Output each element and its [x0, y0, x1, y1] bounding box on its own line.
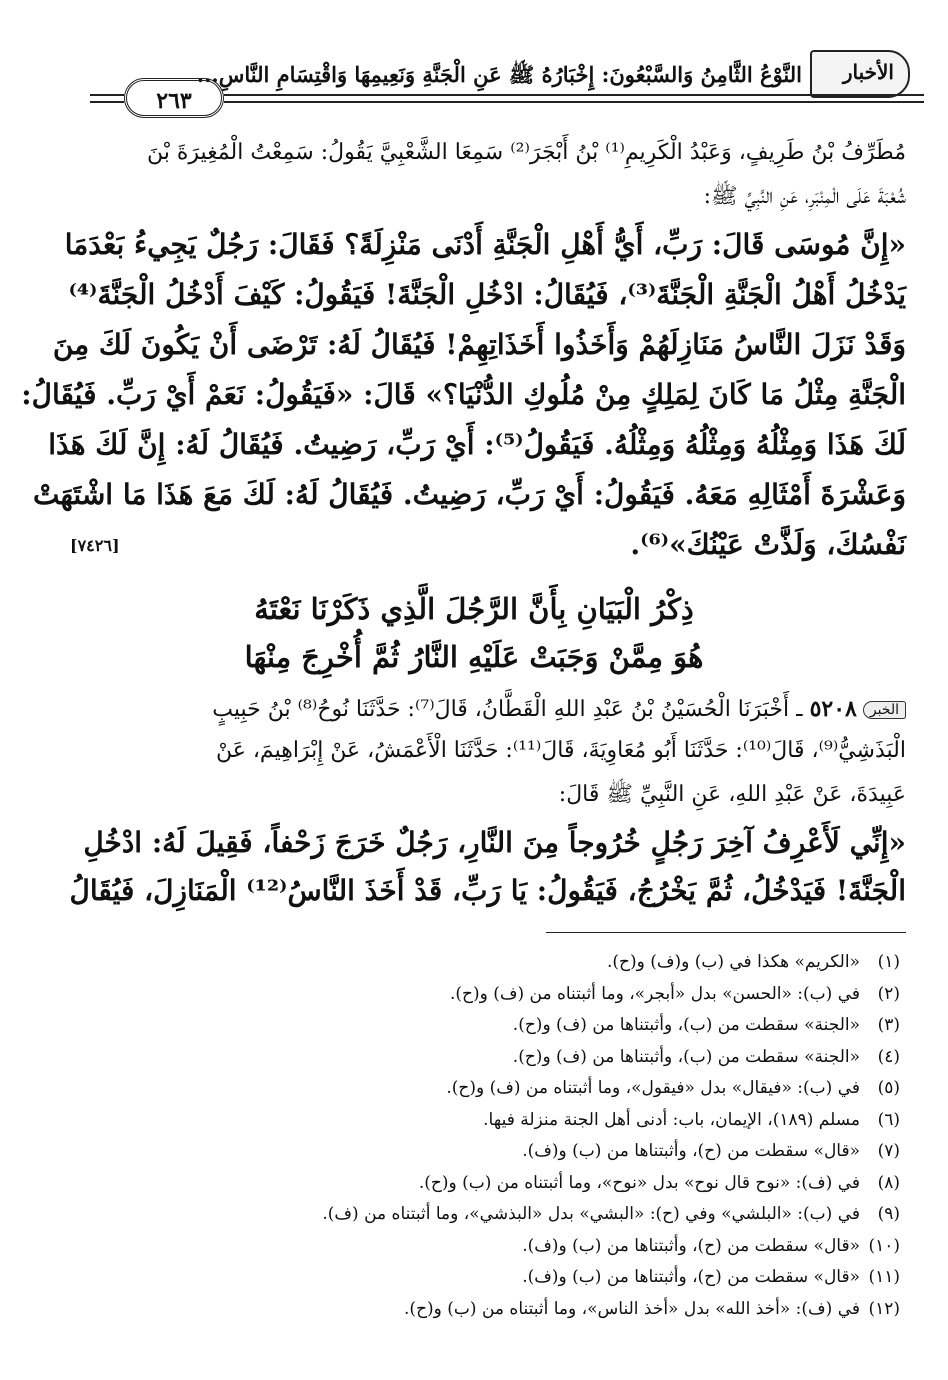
footnote-number: (٤): [877, 1046, 900, 1067]
hadith-line: وَقَدْ نَزَلَ النَّاسُ مَنَازِلَهُمْ وَأَخَذُوا أَخَذَاتِهِمْ! فَيُقَالُ لَهُ: تَرْضَى أَنْ يَكُونَ لَكَ مِنَ: [52, 328, 906, 361]
footnote: [522, 1236, 900, 1256]
chapter-badge-label: الأخبار: [842, 60, 894, 84]
footnote-number: (٣): [877, 1015, 900, 1035]
page-number: ٢٦٣: [156, 88, 192, 114]
footnote-number: (٢): [877, 983, 900, 1004]
page-header: [40, 44, 910, 114]
footnote-number: (١٠): [868, 1235, 900, 1256]
running-head: النَّوْعُ الثَّامِنُ وَالسَّبْعُونَ: إِخْبَارُهُ ﷺ عَنِ الْجَنَّةِ وَنَعِيمِهَا وَاقْتِسَامِ النَّاسِ...: [196, 62, 802, 87]
footnote-number: (٩): [877, 1204, 900, 1224]
hadith-line: وَعَشْرَةَ أَمْثَالِهِ مَعَهُ. فَيَقُولُ: أَيْ رَبِّ، رَضِيتُ. فَيُقَالُ لَهُ: لَكَ مَعَ هَذَا مَا اشْتَهَتْ: [32, 478, 906, 511]
narration-text: ـ أَخْبَرَنَا الْحُسَيْنُ بْنُ عَبْدِ اللهِ الْقَطَّانُ، قَالَ⁽⁷⁾: حَدَّثَنَا نُوحُ⁽⁸⁾ بْنُ حَبِيبٍ: [212, 697, 803, 722]
footnote-text: مسلم (١٨٩)، الإيمان، باب: أدنى أهل الجنة منزلة فيها.: [483, 1109, 860, 1130]
footnote-text: في (ب): «الحسن» بدل «أبجر»، وما أثبتناه من (ف) و(ح).: [449, 983, 860, 1004]
hadith-line: نَفْسُكَ، وَلَذَّتْ عَيْنُكَ»⁽⁶⁾.: [630, 528, 906, 561]
footnote-text: «قال» سقطت من (ح)، وأثبتناها من (ب) و(ف).: [522, 1235, 860, 1256]
hadith-number: ٥٢٠٨: [809, 696, 857, 722]
footnote-text: «الجنة» سقطت من (ب)، وأثبتناها من (ف) و(ح).: [512, 1046, 860, 1067]
footnote: [513, 1015, 900, 1035]
footnote-number: (١): [877, 952, 900, 972]
footnote-text: في (ف): «أخذ الله» بدل «أخذ الناس»، وما أثبتناه من (ب) و(ح).: [404, 1298, 860, 1319]
footnote: [522, 1141, 900, 1161]
hadith-line: الْجَنَّةِ مِثْلُ مَا كَانَ لِمَلِكٍ مِنْ مُلُوكِ الدُّنْيَا؟» قَالَ: «فَيَقُولُ: نَعَمْ أَيْ رَبِّ. فَيُقَالُ:: [21, 378, 906, 411]
footnote-text: في (ف): «نوح قال نوح» بدل «نوح»، وما أثبتناه من (ب) و(ح).: [418, 1172, 860, 1193]
footnote-text: «قال» سقطت من (ح)، وأثبتناها من (ب) و(ف).: [522, 1141, 860, 1161]
narration-line: [42, 696, 906, 722]
section-heading-line: ذِكْرُ الْبَيَانِ بِأَنَّ الرَّجُلَ الَّذِي ذَكَرْنَا نَعْتَهُ: [254, 592, 694, 626]
khabar-tag: الخبر: [863, 701, 906, 719]
footnote: [450, 984, 900, 1004]
footnote: [446, 1078, 900, 1098]
page-number-box: [124, 78, 224, 118]
footnote-number: (٥): [877, 1078, 900, 1098]
footnote: [513, 1047, 900, 1067]
footnote-text: «الكريم» هكذا في (ب) و(ف) و(ح).: [606, 952, 860, 972]
footnote-number: (٨): [877, 1172, 900, 1193]
footnote: [322, 1204, 900, 1224]
section-heading-line: هُوَ مِمَّنْ وَجَبَتْ عَلَيْهِ النَّارُ ثُمَّ أُخْرِجَ مِنْهَا: [244, 640, 704, 674]
footnote: [607, 952, 900, 972]
footnote: [419, 1173, 900, 1193]
narration-line: عَبِيدَةَ، عَنْ عَبْدِ اللهِ، عَنِ النَّبِيِّ ﷺ قَالَ:: [558, 782, 906, 807]
narration-line: الْبَذَشِيُّ⁽⁹⁾، قَالَ⁽¹⁰⁾: حَدَّثَنَا أَبُو مُعَاوِيَةَ، قَالَ⁽¹¹⁾: حَدَّثَنَا الْأَعْمَشُ، عَنْ إِبْرَاهِيمَ، عَنْ: [215, 738, 906, 763]
footnote: [483, 1110, 900, 1130]
footnote-divider: [546, 932, 906, 933]
narration-line: مُطَرِّفُ بْنُ طَرِيفٍ، وَعَبْدُ الْكَرِيمِ⁽¹⁾ بْنُ أَبْجَرَ⁽²⁾ سَمِعَا الشَّعْبِيَّ يَقُولُ: سَمِعْتُ الْمُغِيرَةَ بْنَ: [147, 140, 906, 165]
footnote-number: (١٢): [868, 1298, 900, 1319]
hadith-line: يَدْخُلُ أَهْلُ الْجَنَّةِ الْجَنَّةَ⁽³⁾، فَيُقَالُ: ادْخُلِ الْجَنَّةَ! فَيَقُولُ: كَيْفَ أَدْخُلُ الْجَنَّةَ⁽⁴⁾: [68, 278, 906, 311]
footnote: [522, 1267, 900, 1287]
hadith-line: «إِنِّي لَأَعْرِفُ آخِرَ رَجُلٍ خُرُوجاً مِنَ النَّارِ، رَجُلٌ خَرَجَ زَحْفاً، فَقِيلَ لَهُ: ادْخُلِ: [83, 826, 906, 859]
footnote-text: في (ب): «البلشي» وفي (ح): «البشي» بدل «البذشي»، وما أثبتناه من (ف).: [322, 1204, 860, 1224]
chapter-badge: [810, 50, 910, 98]
footnote-number: (٦): [877, 1109, 900, 1130]
footnote: [404, 1299, 900, 1319]
hadith-line: «إِنَّ مُوسَى قَالَ: رَبِّ، أَيُّ أَهْلِ الْجَنَّةِ أَدْنَى مَنْزِلَةً؟ فَقَالَ: رَجُلٌ يَجِيءُ بَعْدَمَا: [64, 228, 906, 261]
footnote-text: «الجنة» سقطت من (ب)، وأثبتناها من (ف) و(ح).: [512, 1015, 860, 1035]
header-rule-short: [90, 94, 124, 103]
header-rule: [224, 94, 924, 103]
hadith-line: الْجَنَّةَ! فَيَدْخُلُ، ثُمَّ يَخْرُجُ، فَيَقُولُ: يَا رَبِّ، قَدْ أَخَذَ النَّاسُ⁽¹²⁾ الْمَنَازِلَ، فَيُقَالُ: [69, 874, 906, 907]
hadith-reference: [٧٤٢٦]: [70, 536, 120, 555]
hadith-line: لَكَ هَذَا وَمِثْلُهُ وَمِثْلُهُ وَمِثْلُهُ. فَيَقُولُ⁽⁵⁾: أَيْ رَبِّ، رَضِيتُ. فَيُقَالُ لَهُ: إِنَّ لَكَ هَذَا: [48, 428, 906, 461]
footnote-number: (١١): [868, 1267, 900, 1287]
footnote-text: «قال» سقطت من (ح)، وأثبتناها من (ب) و(ف).: [522, 1267, 860, 1287]
footnote-text: في (ب): «فيقال» بدل «فيقول»، وما أثبتناه من (ف) و(ح).: [446, 1078, 860, 1098]
narration-line: شُعْبَةَ عَلَى الْمِنْبَرِ، عَنِ النَّبِيِّ ﷺ:: [703, 184, 906, 209]
footnote-number: (٧): [877, 1141, 900, 1161]
